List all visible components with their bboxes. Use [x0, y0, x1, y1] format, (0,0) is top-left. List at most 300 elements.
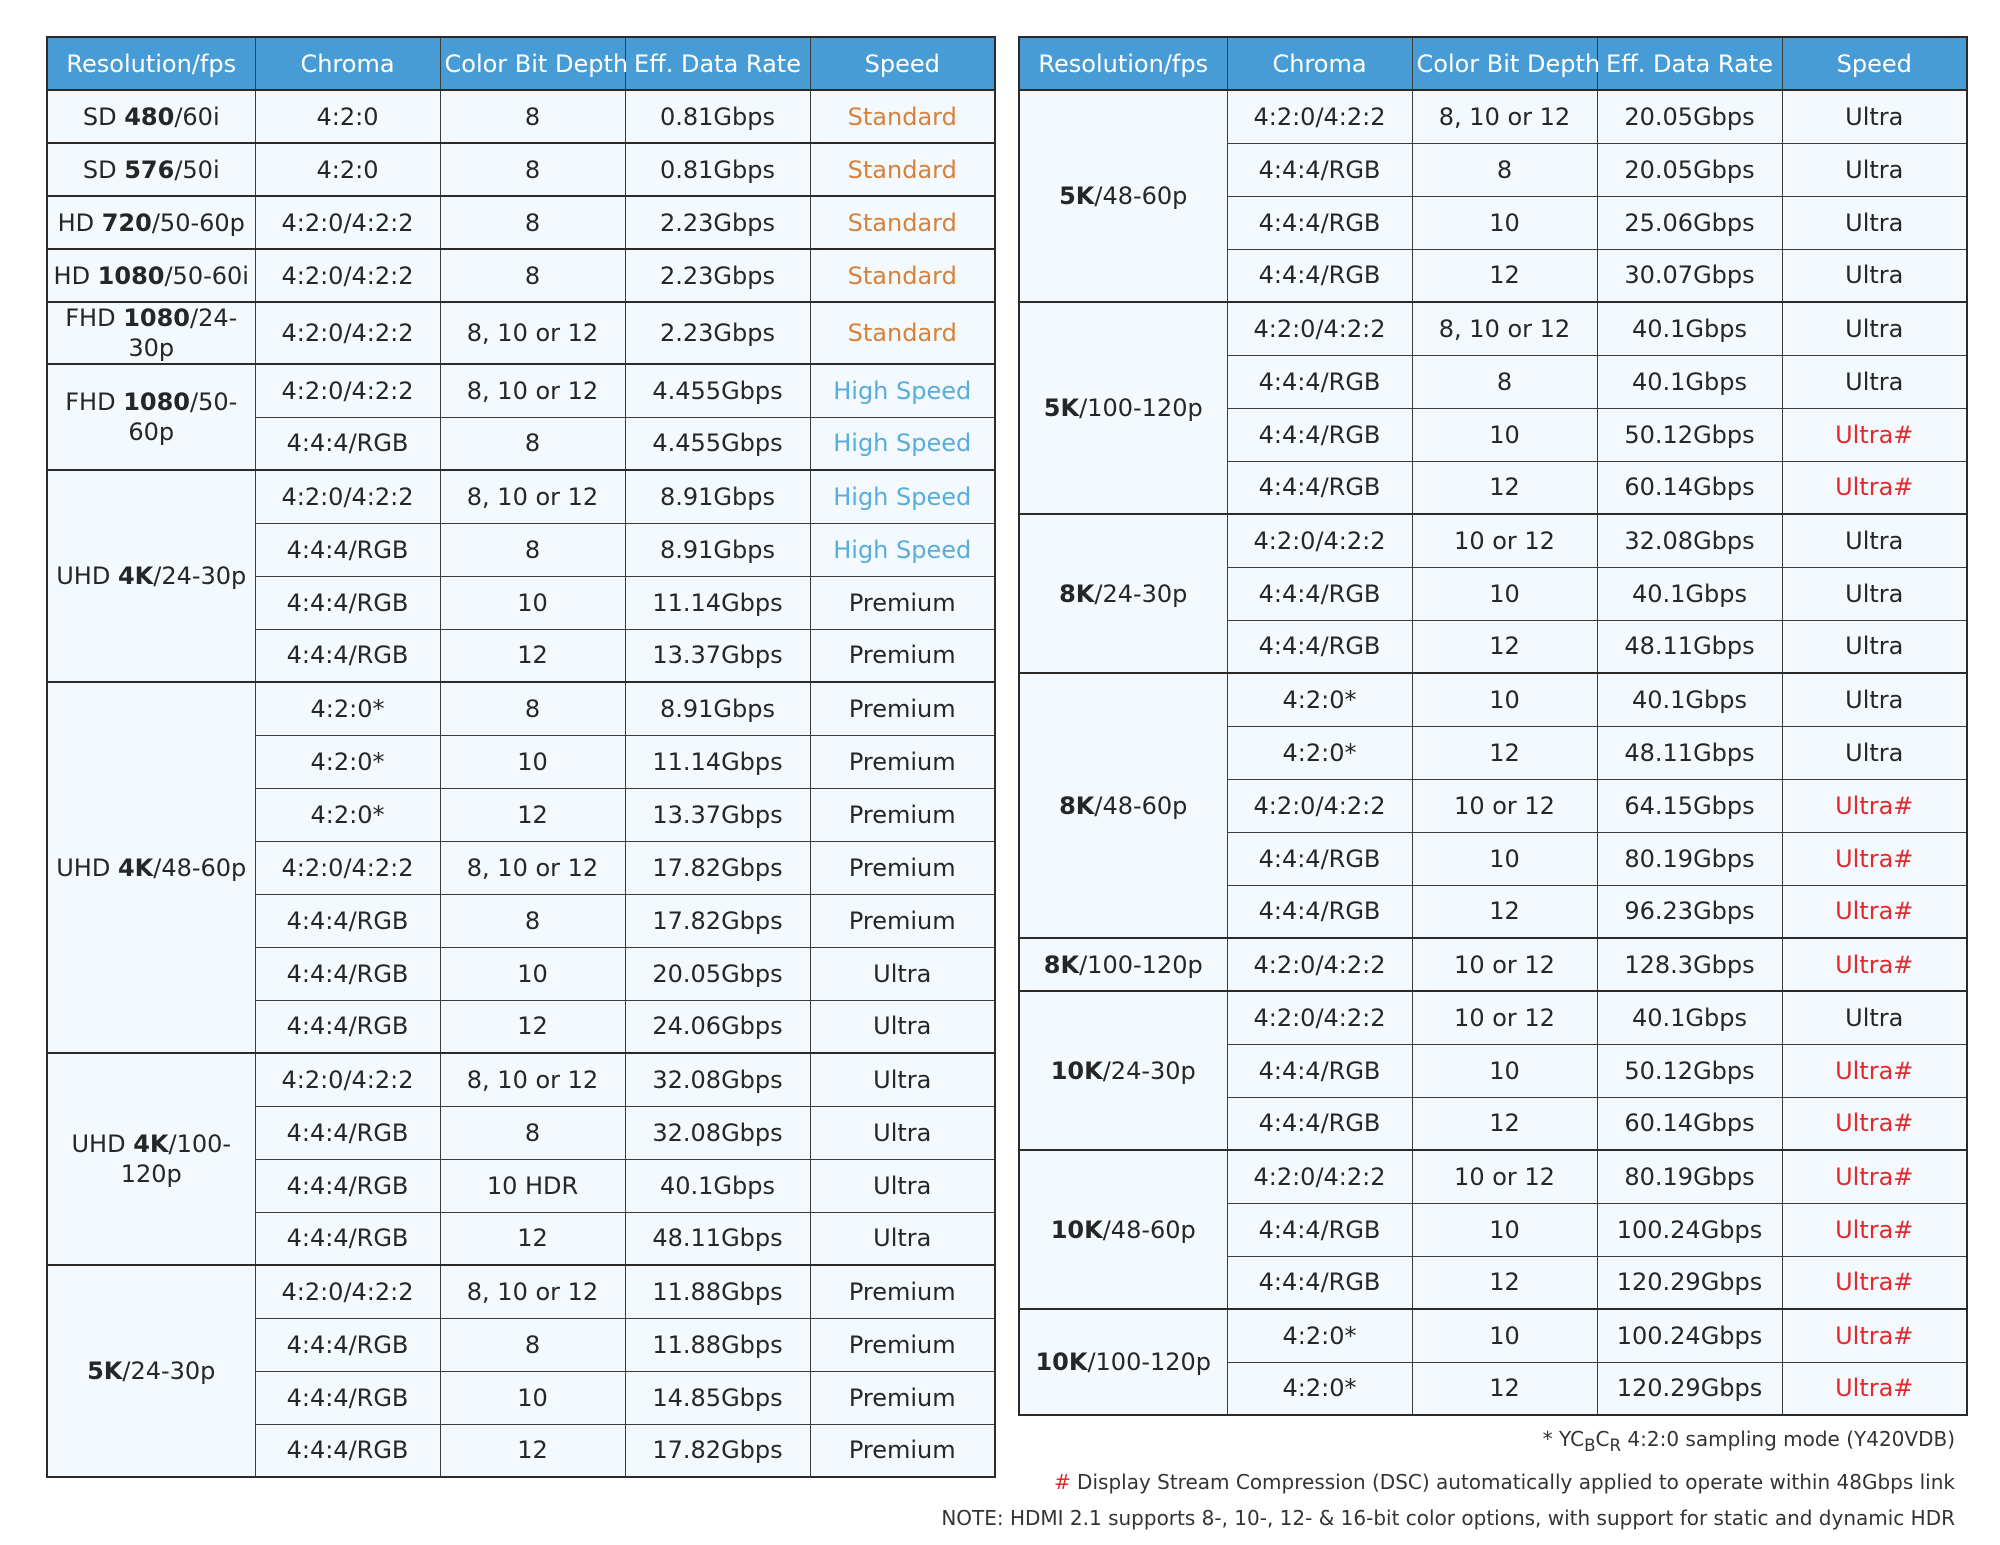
bit-depth-cell: 12: [1412, 620, 1597, 673]
footnote-dsc: # Display Stream Compression (DSC) automatically applied to operate within 48Gbps link: [1053, 1470, 1955, 1494]
resolution-prefix: UHD: [71, 1130, 134, 1158]
footnote-note: NOTE: HDMI 2.1 supports 8-, 10-, 12- & 16-bit color options, with support for static and dynamic HDR: [941, 1506, 1955, 1530]
data-rate-cell: 48.11Gbps: [1597, 620, 1782, 673]
column-header: Chroma: [1227, 37, 1412, 90]
bit-depth-cell: 8: [440, 249, 625, 302]
speed-cell: Premium: [810, 1318, 995, 1371]
bit-depth-cell: 12: [1412, 726, 1597, 779]
bit-depth-cell: 10: [1412, 1044, 1597, 1097]
speed-cell: Ultra#: [1782, 1203, 1967, 1256]
resolution-cell: [1019, 673, 1227, 938]
bit-depth-cell: 10: [1412, 567, 1597, 620]
resolution-prefix: SD: [82, 102, 125, 131]
data-rate-cell: 2.23Gbps: [625, 196, 810, 249]
chroma-cell: 4:4:4/RGB: [1227, 461, 1412, 514]
chroma-cell: 4:4:4/RGB: [255, 576, 440, 629]
speed-cell: Ultra: [1782, 991, 1967, 1044]
resolution-value: 4K: [117, 562, 154, 590]
column-header: Resolution/fps: [47, 37, 255, 90]
data-rate-cell: 96.23Gbps: [1597, 885, 1782, 938]
data-rate-cell: 40.1Gbps: [1597, 567, 1782, 620]
resolution-value: 8K: [1059, 579, 1095, 608]
chroma-cell: 4:4:4/RGB: [1227, 832, 1412, 885]
resolution-cell: [47, 1053, 255, 1265]
bit-depth-cell: 12: [1412, 461, 1597, 514]
data-rate-cell: 4.455Gbps: [625, 364, 810, 417]
bit-depth-cell: 8: [440, 417, 625, 470]
speed-cell: Ultra#: [1782, 1097, 1967, 1150]
table-row: [1019, 514, 1967, 567]
footnote-asterisk: * $YC_BC_R$ 4:2:0 sampling mode (Y420VDB): [1542, 1427, 1955, 1455]
resolution-fps: /50-60p: [151, 208, 245, 237]
bit-depth-cell: 8, 10 or 12: [440, 841, 625, 894]
speed-cell: High Speed: [810, 364, 995, 417]
data-rate-cell: 14.85Gbps: [625, 1371, 810, 1424]
resolution-prefix: FHD: [65, 388, 124, 416]
bit-depth-cell: 10: [1412, 832, 1597, 885]
speed-cell: Standard: [810, 90, 995, 143]
resolution-fps: /24-30p: [128, 304, 238, 362]
chroma-cell: 4:4:4/RGB: [1227, 885, 1412, 938]
bit-depth-cell: 10: [440, 947, 625, 1000]
resolution-value: 8K: [1059, 791, 1095, 820]
chroma-cell: 4:4:4/RGB: [1227, 567, 1412, 620]
bit-depth-cell: 8: [440, 894, 625, 947]
data-rate-cell: 20.05Gbps: [1597, 143, 1782, 196]
chroma-cell: 4:2:0/4:2:2: [1227, 514, 1412, 567]
speed-cell: Ultra: [1782, 302, 1967, 355]
resolution-fps: /100-120p: [1079, 394, 1203, 422]
chroma-cell: 4:4:4/RGB: [1227, 408, 1412, 461]
bit-depth-cell: 12: [440, 629, 625, 682]
speed-cell: Ultra: [1782, 355, 1967, 408]
bit-depth-cell: 8: [440, 196, 625, 249]
resolution-value: 4K: [133, 1130, 169, 1158]
data-rate-cell: 50.12Gbps: [1597, 408, 1782, 461]
resolution-value: 10K: [1050, 1056, 1103, 1085]
resolution-cell: [47, 302, 255, 364]
bit-depth-cell: 12: [440, 1424, 625, 1477]
resolution-value: 10K: [1050, 1215, 1103, 1244]
table-row: [47, 90, 995, 143]
table-row: [47, 1053, 995, 1106]
speed-cell: Premium: [810, 788, 995, 841]
chroma-cell: 4:4:4/RGB: [1227, 1256, 1412, 1309]
data-rate-cell: 100.24Gbps: [1597, 1309, 1782, 1362]
table-row: [1019, 1150, 1967, 1203]
data-rate-cell: 17.82Gbps: [625, 1424, 810, 1477]
bit-depth-cell: 8: [440, 143, 625, 196]
resolution-prefix: SD: [82, 155, 125, 184]
chroma-cell: 4:4:4/RGB: [255, 1106, 440, 1159]
resolution-cell: [1019, 1309, 1227, 1415]
bit-depth-cell: 8: [440, 1106, 625, 1159]
resolution-fps: /48-60p: [1094, 791, 1188, 820]
chroma-cell: 4:2:0/4:2:2: [255, 364, 440, 417]
chroma-cell: 4:4:4/RGB: [1227, 620, 1412, 673]
chroma-cell: 4:2:0*: [255, 788, 440, 841]
data-rate-cell: 32.08Gbps: [625, 1106, 810, 1159]
data-rate-cell: 48.11Gbps: [1597, 726, 1782, 779]
speed-cell: Ultra#: [1782, 885, 1967, 938]
bit-depth-cell: 12: [1412, 1097, 1597, 1150]
data-rate-cell: 30.07Gbps: [1597, 249, 1782, 302]
chroma-cell: 4:4:4/RGB: [255, 947, 440, 1000]
speed-cell: Ultra: [1782, 514, 1967, 567]
chroma-cell: 4:2:0*: [1227, 673, 1412, 726]
resolution-cell: [47, 143, 255, 196]
speed-cell: Ultra: [1782, 726, 1967, 779]
column-header: Speed: [1782, 37, 1967, 90]
chroma-cell: 4:2:0/4:2:2: [255, 470, 440, 523]
data-rate-cell: 0.81Gbps: [625, 90, 810, 143]
chroma-cell: 4:2:0/4:2:2: [1227, 1150, 1412, 1203]
resolution-cell: [47, 1265, 255, 1477]
left-spec-table: [46, 36, 996, 1478]
bit-depth-cell: 12: [440, 788, 625, 841]
table-row: [1019, 302, 1967, 355]
speed-cell: Ultra: [1782, 567, 1967, 620]
speed-cell: Standard: [810, 196, 995, 249]
chroma-cell: 4:2:0*: [1227, 726, 1412, 779]
speed-cell: Premium: [810, 576, 995, 629]
data-rate-cell: 2.23Gbps: [625, 302, 810, 364]
resolution-fps: /100-120p: [120, 1130, 232, 1188]
data-rate-cell: 13.37Gbps: [625, 629, 810, 682]
resolution-value: 720: [101, 208, 152, 237]
chroma-cell: 4:2:0: [255, 90, 440, 143]
bit-depth-cell: 10 or 12: [1412, 938, 1597, 991]
speed-cell: High Speed: [810, 470, 995, 523]
column-header: Resolution/fps: [1019, 37, 1227, 90]
speed-cell: Ultra: [810, 1212, 995, 1265]
bit-depth-cell: 12: [1412, 885, 1597, 938]
chroma-cell: 4:2:0/4:2:2: [1227, 302, 1412, 355]
speed-cell: Ultra#: [1782, 1362, 1967, 1415]
hash-mark: #: [1053, 1470, 1071, 1494]
table-row: [47, 470, 995, 523]
bit-depth-cell: 8, 10 or 12: [440, 1265, 625, 1318]
data-rate-cell: 8.91Gbps: [625, 523, 810, 576]
speed-cell: Ultra: [1782, 620, 1967, 673]
resolution-fps: /24-30p: [153, 562, 247, 590]
chroma-cell: 4:2:0: [255, 143, 440, 196]
data-rate-cell: 0.81Gbps: [625, 143, 810, 196]
resolution-prefix: FHD: [65, 304, 124, 332]
bit-depth-cell: 8, 10 or 12: [440, 364, 625, 417]
resolution-prefix: HD: [53, 261, 98, 290]
bit-depth-cell: 8, 10 or 12: [440, 1053, 625, 1106]
speed-cell: High Speed: [810, 523, 995, 576]
speed-cell: Ultra#: [1782, 1044, 1967, 1097]
speed-cell: Premium: [810, 1424, 995, 1477]
resolution-cell: [1019, 991, 1227, 1150]
column-header: Color Bit Depth: [440, 37, 625, 90]
resolution-cell: [47, 249, 255, 302]
chroma-cell: 4:4:4/RGB: [255, 1000, 440, 1053]
speed-cell: Ultra#: [1782, 779, 1967, 832]
resolution-fps: /24-30p: [122, 1357, 216, 1385]
data-rate-cell: 64.15Gbps: [1597, 779, 1782, 832]
speed-cell: Ultra: [810, 1000, 995, 1053]
resolution-prefix: HD: [57, 208, 102, 237]
data-rate-cell: 17.82Gbps: [625, 894, 810, 947]
resolution-fps: /50-60i: [164, 261, 249, 290]
data-rate-cell: 25.06Gbps: [1597, 196, 1782, 249]
data-rate-cell: 24.06Gbps: [625, 1000, 810, 1053]
resolution-value: 1080: [97, 261, 165, 290]
resolution-value: 576: [124, 155, 175, 184]
bit-depth-cell: 8: [1412, 143, 1597, 196]
speed-cell: Ultra: [810, 1106, 995, 1159]
table-row: [47, 302, 995, 364]
bit-depth-cell: 10 or 12: [1412, 991, 1597, 1044]
column-header: Chroma: [255, 37, 440, 90]
speed-cell: Premium: [810, 1371, 995, 1424]
data-rate-cell: 80.19Gbps: [1597, 1150, 1782, 1203]
data-rate-cell: 40.1Gbps: [1597, 673, 1782, 726]
speed-cell: Standard: [810, 249, 995, 302]
table-row: [1019, 1309, 1967, 1362]
resolution-cell: [1019, 302, 1227, 514]
speed-cell: Premium: [810, 682, 995, 735]
chroma-cell: 4:4:4/RGB: [1227, 1203, 1412, 1256]
speed-cell: High Speed: [810, 417, 995, 470]
data-rate-cell: 8.91Gbps: [625, 470, 810, 523]
resolution-cell: [47, 470, 255, 682]
bit-depth-cell: 8: [1412, 355, 1597, 408]
speed-cell: Ultra#: [1782, 938, 1967, 991]
table-row: [47, 682, 995, 735]
resolution-fps: /48-60p: [153, 853, 247, 882]
data-rate-cell: 11.14Gbps: [625, 735, 810, 788]
resolution-cell: [1019, 90, 1227, 302]
speed-cell: Ultra#: [1782, 832, 1967, 885]
chroma-cell: 4:4:4/RGB: [1227, 1044, 1412, 1097]
bit-depth-cell: 8, 10 or 12: [1412, 302, 1597, 355]
data-rate-cell: 60.14Gbps: [1597, 1097, 1782, 1150]
speed-cell: Premium: [810, 894, 995, 947]
bit-depth-cell: 10: [440, 735, 625, 788]
resolution-fps: /24-30p: [1094, 579, 1188, 608]
data-rate-cell: 20.05Gbps: [1597, 90, 1782, 143]
table-row: [47, 143, 995, 196]
bit-depth-cell: 10: [1412, 1309, 1597, 1362]
data-rate-cell: 100.24Gbps: [1597, 1203, 1782, 1256]
resolution-fps: /100-120p: [1079, 950, 1203, 979]
data-rate-cell: 50.12Gbps: [1597, 1044, 1782, 1097]
resolution-cell: [1019, 514, 1227, 673]
chroma-cell: 4:2:0/4:2:2: [1227, 90, 1412, 143]
speed-cell: Ultra: [1782, 673, 1967, 726]
chroma-cell: 4:2:0*: [255, 682, 440, 735]
header-row: [47, 37, 995, 90]
resolution-value: 10K: [1035, 1348, 1088, 1376]
chroma-cell: 4:2:0/4:2:2: [255, 1265, 440, 1318]
speed-cell: Ultra#: [1782, 408, 1967, 461]
speed-cell: Premium: [810, 841, 995, 894]
bit-depth-cell: 8, 10 or 12: [1412, 90, 1597, 143]
speed-cell: Premium: [810, 735, 995, 788]
column-header: Eff. Data Rate: [1597, 37, 1782, 90]
speed-cell: Ultra: [810, 1159, 995, 1212]
data-rate-cell: 11.88Gbps: [625, 1265, 810, 1318]
speed-cell: Ultra#: [1782, 1256, 1967, 1309]
speed-cell: Ultra: [1782, 196, 1967, 249]
table-row: [1019, 90, 1967, 143]
chroma-cell: 4:4:4/RGB: [255, 1159, 440, 1212]
resolution-value: 1080: [123, 304, 190, 332]
chroma-cell: 4:2:0/4:2:2: [255, 249, 440, 302]
bit-depth-cell: 10: [1412, 408, 1597, 461]
bit-depth-cell: 10: [1412, 673, 1597, 726]
chroma-cell: 4:2:0/4:2:2: [255, 196, 440, 249]
speed-cell: Ultra: [1782, 143, 1967, 196]
bit-depth-cell: 12: [1412, 1256, 1597, 1309]
chroma-cell: 4:4:4/RGB: [1227, 143, 1412, 196]
resolution-cell: [1019, 938, 1227, 991]
data-rate-cell: 2.23Gbps: [625, 249, 810, 302]
resolution-fps: /24-30p: [1102, 1056, 1196, 1085]
bit-depth-cell: 12: [1412, 1362, 1597, 1415]
bit-depth-cell: 8: [440, 523, 625, 576]
data-rate-cell: 80.19Gbps: [1597, 832, 1782, 885]
data-rate-cell: 60.14Gbps: [1597, 461, 1782, 514]
resolution-value: 5K: [87, 1357, 123, 1385]
table-row: [1019, 991, 1967, 1044]
resolution-cell: [1019, 1150, 1227, 1309]
resolution-cell: [47, 196, 255, 249]
resolution-fps: /100-120p: [1087, 1348, 1212, 1376]
speed-cell: Ultra: [810, 947, 995, 1000]
chroma-cell: 4:4:4/RGB: [1227, 355, 1412, 408]
data-rate-cell: 32.08Gbps: [625, 1053, 810, 1106]
chroma-cell: 4:2:0/4:2:2: [255, 841, 440, 894]
bit-depth-cell: 10: [440, 1371, 625, 1424]
resolution-value: 8K: [1043, 950, 1080, 979]
chroma-cell: 4:2:0/4:2:2: [1227, 991, 1412, 1044]
data-rate-cell: 120.29Gbps: [1597, 1256, 1782, 1309]
bit-depth-cell: 10: [1412, 196, 1597, 249]
resolution-cell: [47, 364, 255, 470]
resolution-value: 5K: [1059, 182, 1095, 210]
data-rate-cell: 17.82Gbps: [625, 841, 810, 894]
bit-depth-cell: 12: [440, 1212, 625, 1265]
bit-depth-cell: 10 HDR: [440, 1159, 625, 1212]
resolution-fps: /48-60p: [1102, 1215, 1196, 1244]
resolution-cell: [47, 682, 255, 1053]
speed-cell: Ultra#: [1782, 1309, 1967, 1362]
speed-cell: Premium: [810, 1265, 995, 1318]
chroma-cell: 4:4:4/RGB: [255, 1424, 440, 1477]
bit-depth-cell: 8, 10 or 12: [440, 302, 625, 364]
chroma-cell: 4:2:0/4:2:2: [1227, 938, 1412, 991]
resolution-value: 1080: [123, 388, 190, 416]
data-rate-cell: 40.1Gbps: [1597, 302, 1782, 355]
data-rate-cell: 120.29Gbps: [1597, 1362, 1782, 1415]
data-rate-cell: 48.11Gbps: [625, 1212, 810, 1265]
speed-cell: Ultra#: [1782, 461, 1967, 514]
data-rate-cell: 11.88Gbps: [625, 1318, 810, 1371]
table-row: [47, 364, 995, 417]
resolution-fps: /50i: [174, 155, 220, 184]
resolution-prefix: UHD: [56, 853, 118, 882]
chroma-cell: 4:4:4/RGB: [255, 894, 440, 947]
chroma-cell: 4:4:4/RGB: [1227, 196, 1412, 249]
table-row: [47, 196, 995, 249]
speed-cell: Premium: [810, 629, 995, 682]
column-header: Speed: [810, 37, 995, 90]
speed-cell: Ultra: [1782, 90, 1967, 143]
speed-cell: Standard: [810, 143, 995, 196]
data-rate-cell: 128.3Gbps: [1597, 938, 1782, 991]
chroma-cell: 4:4:4/RGB: [1227, 1097, 1412, 1150]
resolution-fps: /50-60p: [128, 388, 238, 446]
bit-depth-cell: 8: [440, 682, 625, 735]
bit-depth-cell: 10 or 12: [1412, 1150, 1597, 1203]
chroma-cell: 4:4:4/RGB: [255, 1212, 440, 1265]
bit-depth-cell: 8: [440, 90, 625, 143]
speed-cell: Standard: [810, 302, 995, 364]
table-row: [1019, 673, 1967, 726]
chroma-cell: 4:4:4/RGB: [255, 417, 440, 470]
data-rate-cell: 40.1Gbps: [625, 1159, 810, 1212]
data-rate-cell: 8.91Gbps: [625, 682, 810, 735]
chroma-cell: 4:4:4/RGB: [255, 523, 440, 576]
data-rate-cell: 4.455Gbps: [625, 417, 810, 470]
chroma-cell: 4:2:0*: [1227, 1309, 1412, 1362]
chroma-cell: 4:2:0*: [1227, 1362, 1412, 1415]
resolution-value: 4K: [117, 853, 154, 882]
bit-depth-cell: 8, 10 or 12: [440, 470, 625, 523]
chroma-cell: 4:4:4/RGB: [255, 1318, 440, 1371]
resolution-value: 480: [124, 102, 175, 131]
resolution-prefix: UHD: [56, 562, 118, 590]
data-rate-cell: 13.37Gbps: [625, 788, 810, 841]
chroma-cell: 4:2:0/4:2:2: [1227, 779, 1412, 832]
chroma-cell: 4:2:0/4:2:2: [255, 302, 440, 364]
speed-cell: Ultra: [810, 1053, 995, 1106]
data-rate-cell: 40.1Gbps: [1597, 355, 1782, 408]
bit-depth-cell: 8: [440, 1318, 625, 1371]
bit-depth-cell: 12: [440, 1000, 625, 1053]
chroma-cell: 4:4:4/RGB: [255, 1371, 440, 1424]
resolution-cell: [47, 90, 255, 143]
chroma-cell: 4:4:4/RGB: [1227, 249, 1412, 302]
bit-depth-cell: 10 or 12: [1412, 514, 1597, 567]
data-rate-cell: 32.08Gbps: [1597, 514, 1782, 567]
bit-depth-cell: 10: [440, 576, 625, 629]
right-spec-table: [1018, 36, 1968, 1416]
table-row: [47, 249, 995, 302]
data-rate-cell: 40.1Gbps: [1597, 991, 1782, 1044]
speed-cell: Ultra#: [1782, 1150, 1967, 1203]
chroma-cell: 4:2:0*: [255, 735, 440, 788]
data-rate-cell: 20.05Gbps: [625, 947, 810, 1000]
table-row: [47, 1265, 995, 1318]
chroma-cell: 4:2:0/4:2:2: [255, 1053, 440, 1106]
data-rate-cell: 11.14Gbps: [625, 576, 810, 629]
header-row: [1019, 37, 1967, 90]
table-row: [1019, 938, 1967, 991]
column-header: Eff. Data Rate: [625, 37, 810, 90]
resolution-fps: /48-60p: [1094, 182, 1188, 210]
bit-depth-cell: 10 or 12: [1412, 779, 1597, 832]
resolution-value: 5K: [1043, 394, 1080, 422]
bit-depth-cell: 10: [1412, 1203, 1597, 1256]
column-header: Color Bit Depth: [1412, 37, 1597, 90]
chroma-cell: 4:4:4/RGB: [255, 629, 440, 682]
